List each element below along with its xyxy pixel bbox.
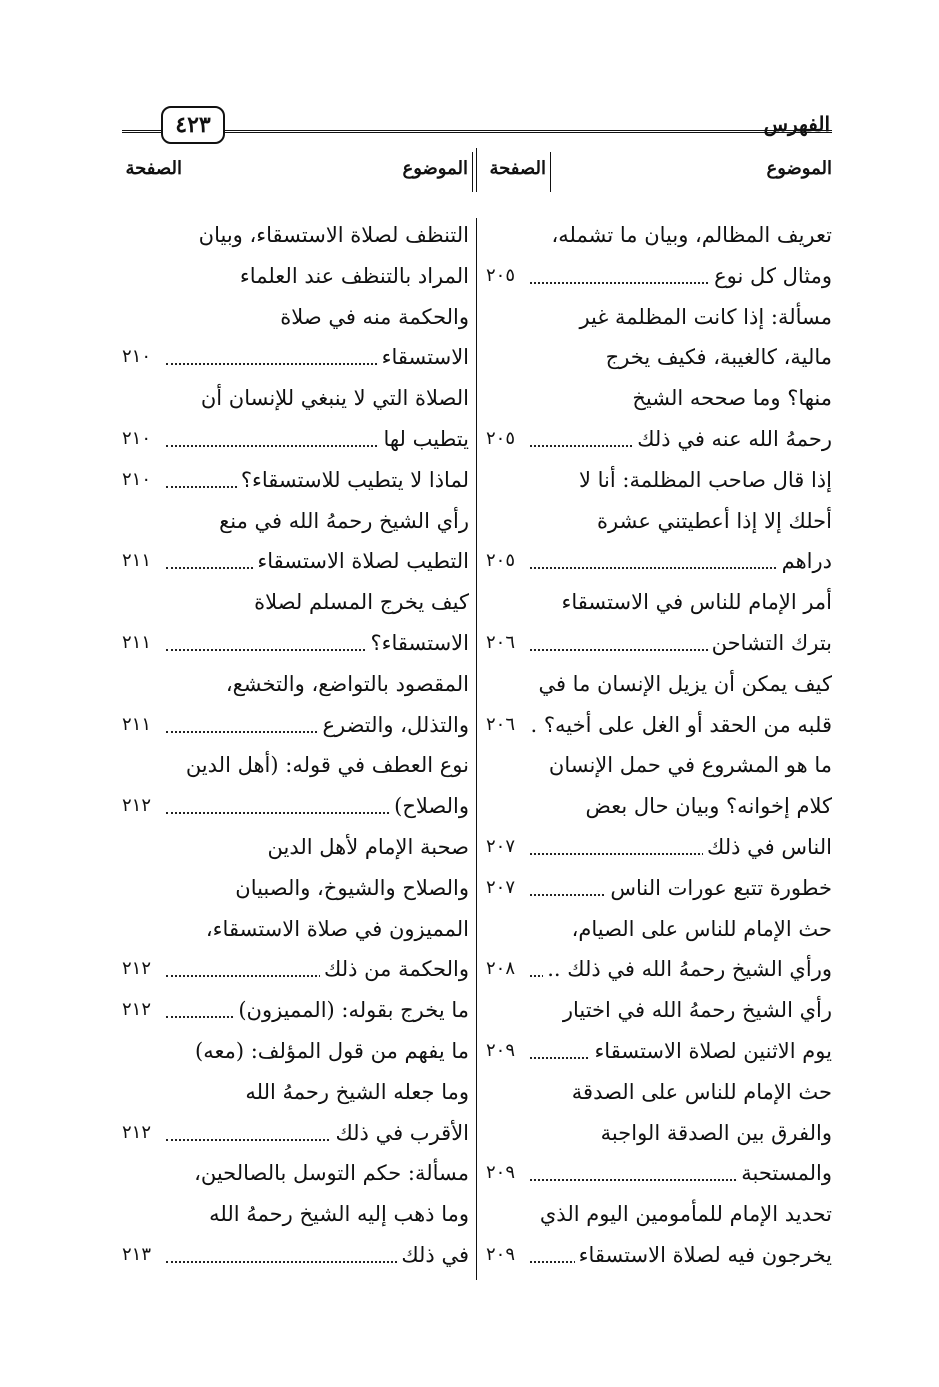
entry-page-number: ٢٠٨ (486, 949, 518, 990)
entry-text: وما جعله الشيخ رحمهُ الله (245, 1079, 469, 1104)
entry-text: ومثال كل نوع (710, 256, 832, 297)
index-entry-line (122, 623, 469, 664)
header-rule-left (122, 130, 162, 133)
index-entry-line (122, 1113, 469, 1154)
entry-text: والصلاح) (390, 786, 469, 827)
entry-text: ورأي الشيخ رحمهُ الله في ذلك .. (543, 949, 832, 990)
entry-text: أحلك إلا إذا أعطيتني عشرة (597, 508, 832, 533)
index-entry (122, 827, 469, 990)
index-entry-line (486, 1235, 832, 1276)
index-entry-line (486, 705, 832, 746)
entry-page-number: ٢١١ (122, 623, 154, 664)
index-entry-line (122, 827, 469, 868)
entry-text: يوم الاثنين لصلاة الاستسقاء (590, 1031, 832, 1072)
entry-page-number: ٢٠٩ (486, 1235, 518, 1276)
index-entry-line (122, 215, 469, 256)
index-entry (486, 297, 832, 460)
index-entry-line (486, 1031, 832, 1072)
index-entry-line (486, 337, 832, 378)
index-entry-line (122, 337, 469, 378)
index-entry (122, 664, 469, 746)
entry-page-number: ٢٠٦ (486, 705, 518, 746)
index-entry-line (486, 786, 832, 827)
entry-text: والتذلل، والتضرع (318, 705, 469, 746)
entry-text: التطيب لصلاة الاستسقاء (253, 541, 469, 582)
index-entry-line (122, 909, 469, 950)
entry-text: رأي الشيخ رحمهُ الله في اختيار (562, 998, 832, 1023)
entry-page-number: ٢١٢ (122, 990, 154, 1031)
entry-text: الاستسقاء (378, 337, 469, 378)
index-entry-line (486, 1072, 832, 1113)
entry-text: كيف يخرج المسلم لصلاة (254, 590, 469, 615)
index-entry-line (122, 1072, 469, 1113)
entry-text: والحكمة منه في صلاة (280, 304, 469, 329)
header-rule-right (225, 130, 832, 133)
index-column-left (122, 215, 469, 1276)
entry-text: التنظف لصلاة الاستسقاء، وبيان (198, 223, 469, 247)
entry-text: دراهم (778, 541, 832, 582)
index-entry-line (486, 949, 832, 990)
running-header-title: الفهرس (763, 112, 830, 136)
index-entry (122, 501, 469, 583)
index-entry-line (122, 460, 469, 501)
index-entry-line (486, 1153, 832, 1194)
index-entry-line (122, 786, 469, 827)
right-page-heading: الصفحة (489, 158, 546, 179)
entry-page-number: ٢١٠ (122, 337, 154, 378)
entry-text: والمستحبة (737, 1153, 832, 1194)
entry-text: والصلاح والشيوخ، والصبيان (235, 875, 469, 900)
entry-text: صحبة الإمام لأهل الدين (267, 834, 469, 859)
entry-text: لماذا لا يتطيب للاستسقاء؟ (237, 460, 469, 501)
entry-text: كيف يمكن أن يزيل الإنسان ما في (538, 671, 832, 696)
entry-page-number: ٢٠٧ (486, 827, 518, 868)
entry-text: ما هو المشروع في حمل الإنسان (548, 753, 832, 778)
index-column-right (486, 215, 832, 1276)
index-entry-line (122, 705, 469, 746)
index-entry-line (122, 868, 469, 909)
entry-page-number: ٢١٢ (122, 1113, 154, 1154)
entry-page-number: ٢٠٥ (486, 419, 518, 460)
index-entry-line (486, 623, 832, 664)
entry-text: أمر الإمام للناس في الاستسقاء (561, 590, 832, 615)
entry-text: ما يخرج بقوله: (المميزون) (234, 990, 469, 1031)
entry-page-number: ٢١٣ (122, 1235, 154, 1276)
entry-text: إذا قال صاحب المظلمة: أنا لا (578, 467, 832, 492)
index-entry-line (122, 1194, 469, 1235)
index-entry-line (486, 827, 832, 868)
entry-text: ما يفهم من قول المؤلف: (معه) (195, 1038, 469, 1063)
entry-text: المراد بالتنظف عند العلماء (239, 263, 469, 288)
index-entry-line (122, 1153, 469, 1194)
index-entry-line (122, 419, 469, 460)
entry-text: الأقرب في ذلك (331, 1113, 469, 1154)
index-entry-line (122, 541, 469, 582)
index-entry-line (486, 297, 832, 338)
index-entry-line (122, 297, 469, 338)
entry-text: رأي الشيخ رحمهُ الله في منع (219, 508, 469, 533)
entry-text: تعريف المظالم، وبيان ما تشمله، (551, 223, 832, 247)
header-divider-center (476, 148, 477, 192)
page-number-badge: ٤٢٣ (161, 106, 225, 144)
entry-text: والحكمة من ذلك (320, 949, 469, 990)
index-entry-line (486, 664, 832, 705)
index-entry-line (486, 215, 832, 256)
index-entry-line (486, 419, 832, 460)
index-entry (486, 745, 832, 867)
index-entry-line (122, 501, 469, 542)
index-entry-line (486, 868, 832, 909)
entry-text: خطورة تتبع عورات الناس (606, 868, 832, 909)
index-entry-line (122, 378, 469, 419)
entry-page-number: ٢١٢ (122, 786, 154, 827)
index-entry (486, 460, 832, 582)
index-entry-line (486, 990, 832, 1031)
left-topic-heading: الموضوع (402, 158, 468, 179)
index-entry (122, 582, 469, 664)
entry-text: يخرجون فيه لصلاة الاستسقاء (575, 1235, 832, 1276)
index-entry-line (486, 1194, 832, 1235)
index-entry (486, 990, 832, 1072)
entry-page-number: ٢١٠ (122, 460, 154, 501)
index-entry-line (486, 909, 832, 950)
entry-text: تحديد الإمام للمأمومين اليوم الذي (539, 1202, 832, 1227)
entry-text: الصلاة التي لا ينبغي للإنسان أن (200, 386, 469, 411)
index-entry-line (486, 501, 832, 542)
index-entry-line (122, 745, 469, 786)
index-entry (486, 1072, 832, 1194)
entry-text: الناس في ذلك (703, 827, 832, 868)
index-entry-line (486, 256, 832, 297)
index-entry-line (486, 1113, 832, 1154)
header-divider-right (550, 152, 551, 192)
entry-page-number: ٢١١ (122, 705, 154, 746)
entry-page-number: ٢٠٩ (486, 1031, 518, 1072)
index-entry-line (486, 745, 832, 786)
entry-text: مسألة: إذا كانت المظلمة غير (579, 304, 832, 329)
entry-text: حث الإمام للناس على الصيام، (571, 916, 832, 941)
column-divider (476, 218, 477, 1280)
index-entry (122, 460, 469, 501)
entry-text: والفرق بين الصدقة الواجبة (600, 1120, 832, 1145)
index-entry (486, 909, 832, 991)
entry-text: حث الإمام للناس على الصدقة (571, 1079, 832, 1104)
entry-page-number: ٢٠٥ (486, 256, 518, 297)
entry-page-number: ٢٠٩ (486, 1153, 518, 1194)
index-entry-line (122, 256, 469, 297)
index-entry-line (122, 1235, 469, 1276)
entry-text: المميزون في صلاة الاستسقاء، (205, 916, 469, 941)
entry-text: المقصود بالتواضع، والتخشع، (225, 671, 469, 696)
entry-text: وما ذهب إليه الشيخ رحمهُ الله (209, 1202, 469, 1227)
index-entry (122, 745, 469, 827)
index-entry-line (486, 378, 832, 419)
index-entry (486, 215, 832, 297)
index-entry (486, 664, 832, 746)
index-entry-line (122, 990, 469, 1031)
index-entry (122, 990, 469, 1031)
entry-text: رحمهُ الله عنه في ذلك (633, 419, 832, 460)
entry-text: الاستسقاء؟ (366, 623, 469, 664)
index-entry (486, 868, 832, 909)
entry-page-number: ٢١١ (122, 541, 154, 582)
index-entry-line (122, 664, 469, 705)
index-entry-line (486, 541, 832, 582)
entry-page-number: ٢٠٦ (486, 623, 518, 664)
index-entry-line (486, 582, 832, 623)
entry-text: مالية، كالغيبة، فكيف يخرج (605, 345, 832, 370)
index-entry (122, 215, 469, 378)
left-page-heading: الصفحة (125, 158, 182, 179)
index-entry-line (486, 460, 832, 501)
entry-text: نوع العطف في قوله: (أهل الدين (185, 753, 469, 778)
entry-text: في ذلك (397, 1235, 469, 1276)
entry-page-number: ٢٠٥ (486, 541, 518, 582)
entry-text: كلام إخوانه؟ وبيان حال بعض (585, 794, 832, 819)
index-entry (486, 582, 832, 664)
entry-text: مسألة: حكم التوسل بالصالحين، (194, 1161, 469, 1186)
entry-text: بترك التشاحن (708, 623, 832, 664)
entry-page-number: ٢١٠ (122, 419, 154, 460)
entry-text: يتطيب لها (379, 419, 469, 460)
header-divider-left (472, 152, 473, 192)
index-entry-line (122, 949, 469, 990)
index-entry-line (122, 582, 469, 623)
entry-text: قلبه من الحقد أو الغل على أخيه؟ . (527, 705, 832, 746)
index-entry (122, 1153, 469, 1275)
index-entry (122, 1031, 469, 1153)
right-topic-heading: الموضوع (766, 158, 832, 179)
entry-page-number: ٢١٢ (122, 949, 154, 990)
index-entry-line (122, 1031, 469, 1072)
entry-page-number: ٢٠٧ (486, 868, 518, 909)
entry-text: منها؟ وما صححه الشيخ (632, 386, 832, 411)
index-entry (122, 378, 469, 460)
index-entry (486, 1194, 832, 1276)
